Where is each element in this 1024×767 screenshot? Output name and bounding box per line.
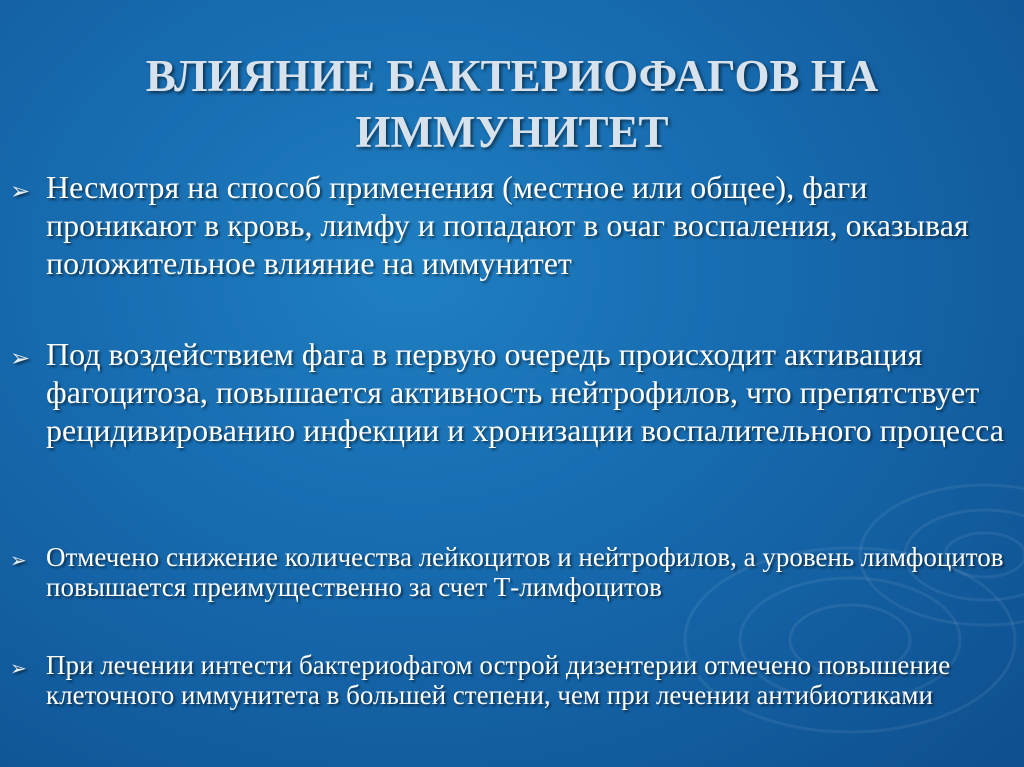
slide-title xyxy=(60,48,964,160)
bullet-text: Под воздействием фага в первую очередь происходит активация фагоцитоза, повышается активность нейтрофилов, что препятствует рецидивированию инфекции и хронизации воспалительного процесса xyxy=(46,336,1004,448)
bullet-text: Отмечено снижение количества лейкоцитов и нейтрофилов, а уровень лимфоцитов повышается преимущественно за счет Т-лимфоцитов xyxy=(46,542,1004,602)
bullet-item-2 xyxy=(10,335,1014,449)
arrow-bullet-icon: ➢ xyxy=(10,656,27,680)
bullet-text: Несмотря на способ применения (местное или общее), фаги проникают в кровь, лимфу и попадают в очаг воспаления, оказывая положительное влияние на иммунитет xyxy=(46,169,969,281)
bullet-item-4 xyxy=(10,650,1014,710)
arrow-bullet-icon: ➢ xyxy=(10,548,27,572)
arrow-bullet-icon: ➢ xyxy=(10,344,31,372)
bullet-text: При лечении интести бактериофагом острой дизентерии отмечено повышение клеточного иммунитета в большей степени, чем при лечении антибиотиками xyxy=(46,650,951,710)
bullet-item-3 xyxy=(10,542,1014,602)
arrow-bullet-icon: ➢ xyxy=(10,177,31,205)
title-line-2: ИММУНИТЕТ xyxy=(355,107,669,157)
title-line-1: ВЛИЯНИЕ БАКТЕРИОФАГОВ НА xyxy=(145,51,879,101)
bullet-item-1 xyxy=(10,168,1014,282)
